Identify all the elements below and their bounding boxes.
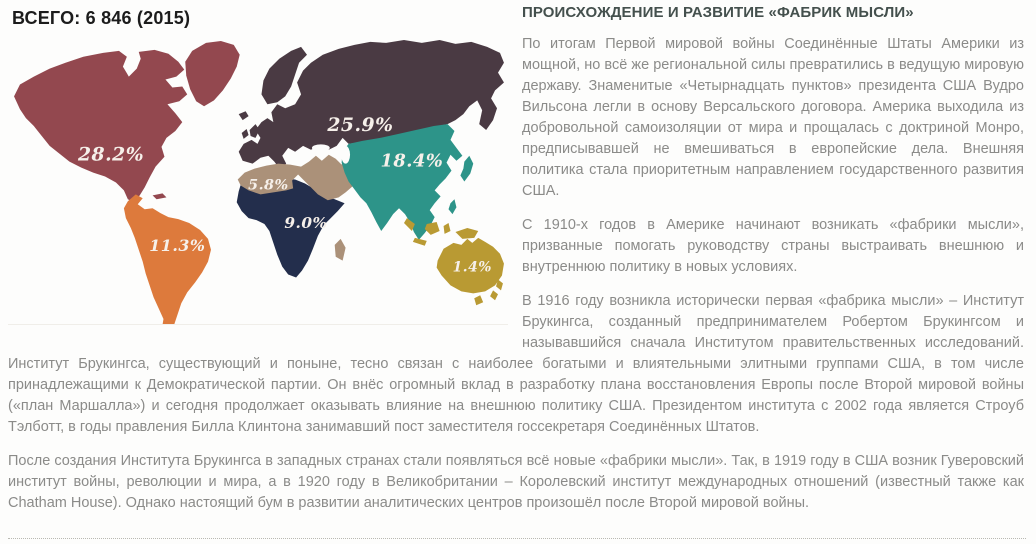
region-ireland-shape <box>242 129 249 139</box>
region-philippines-shape <box>449 199 457 214</box>
article-paragraph-3: В 1916 году возникла исторически первая «фабрика мысли» – Институт Брукингса, созданный предпринимателем Робертом Брукингсом и называвшийся сначала Институтом правительственных исследований. Институт Брукингса, существующий и поныне, тесно связан с наиболее богатыми и влиятельными элитными группами США, в том числе принадлежащими к Демократической партии. Он внёс огромный вклад в разработку плана восстановления Европы после Второй мировой войны («план Маршалла») и сегодня продолжает оказывать влияние на внешнюю политику США. Президентом института с 2002 года является Строуб Тэлботт, в годы правления Билла Клинтона занимавший пост заместителя госсекретаря Соединённых Штатов. <box>8 293 1024 435</box>
label-north-america-pct: 28.2% <box>77 143 145 166</box>
region-new-zealand-south-shape <box>490 290 498 300</box>
region-caribbean-shape <box>153 193 167 199</box>
label-europe-russia-pct: 25.9% <box>327 114 394 137</box>
label-asia-pct: 18.4% <box>380 150 444 172</box>
article-paragraph-4: После создания Института Брукингса в западных странах стали появляться всё новые «фабрики мысли». Так, в 1919 году в США возник Гуверовский институт войны, революции и мира, а в 1920 году в Великобритании – Королевский институт международных отношений (известный также как Chatham House). Однако настоящий бум в развитии аналитических центров произошёл после Второй мировой войны. <box>8 453 1024 511</box>
region-new-guinea-shape <box>455 228 478 239</box>
region-sulawesi-shape <box>444 223 451 234</box>
black-sea-shape <box>312 144 330 151</box>
article-heading: ПРОИСХОЖДЕНИЕ И РАЗВИТИЕ «ФАБРИК МЫСЛИ» <box>522 4 914 21</box>
region-north-america-shape <box>14 50 187 202</box>
dotted-separator <box>8 538 1026 539</box>
think-tanks-map-block <box>8 2 514 325</box>
region-south-america-shape <box>124 194 211 325</box>
label-africa-pct: 9.0% <box>284 213 328 232</box>
world-map <box>8 35 508 325</box>
label-mena-pct: 5.8% <box>248 177 289 194</box>
region-greenland-shape <box>185 41 239 106</box>
region-tasmania-shape <box>474 295 483 305</box>
caspian-sea-shape <box>341 146 350 164</box>
map-total-title: ВСЕГО: 6 846 (2015) <box>12 8 191 28</box>
region-japan-shape <box>460 156 473 182</box>
region-britain-shape <box>250 124 260 138</box>
region-java-shape <box>413 238 427 246</box>
region-scandinavia-shape <box>261 47 307 104</box>
article-paragraph-1: По итогам Первой мировой войны Соединённые Штаты Америки из мощной, но всё же региональной силы превратились в ведущую мировую державу. Знаменитые «Четырнадцать пунктов» президента США Вудро Вильсона легли в основу Версальского договора. Америка выходила из добровольной самоизоляции от мира и прощалась с доктриной Монро, предписывавшей не вмешиваться в европейские дела. Внешняя политика стала приоритетным направлением государственного развития США. <box>522 36 1024 199</box>
region-madagascar-shape <box>335 239 346 261</box>
label-oceania-pct: 1.4% <box>452 259 492 276</box>
region-iceland-shape <box>239 111 249 120</box>
label-south-america-pct: 11.3% <box>149 235 206 255</box>
article-paragraph-2: С 1910-х годов в Америке начинают возникать «фабрики мысли», призванные помогать руководству страны выстраивать внешнюю и внутреннюю политику в новых условиях. <box>522 217 1024 275</box>
